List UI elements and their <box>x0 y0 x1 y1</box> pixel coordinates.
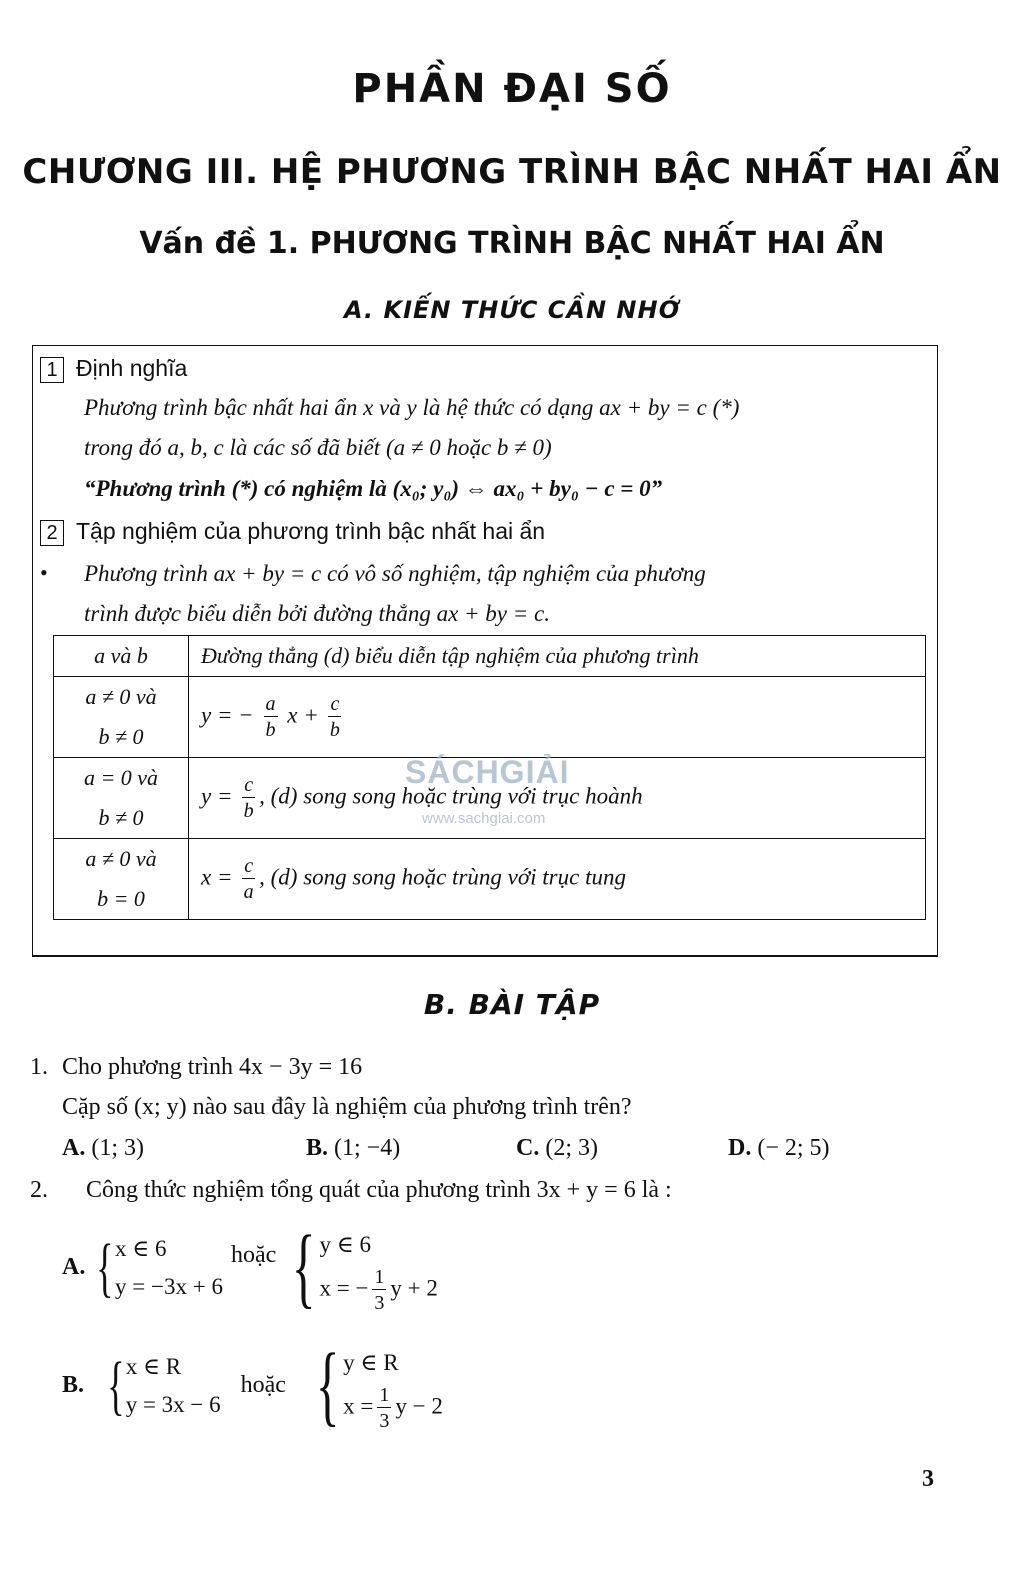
denominator: 3 <box>379 1409 390 1432</box>
fraction <box>242 775 255 821</box>
condition-line: a ≠ 0 và <box>85 684 157 709</box>
fraction <box>328 694 341 740</box>
solution-set-title: Tập nghiệm của phương trình bậc nhất hai ẩn <box>76 518 546 544</box>
line-formula-cell <box>189 677 926 758</box>
equation-system <box>319 1223 437 1313</box>
option-b[interactable] <box>306 1135 400 1162</box>
denominator: b <box>265 719 276 741</box>
equation-rhs: y − 2 <box>395 1392 443 1418</box>
option-d[interactable] <box>728 1135 830 1162</box>
option-value: (2; 3) <box>545 1135 598 1161</box>
equation-lhs: x = <box>343 1392 374 1418</box>
system-line <box>319 1267 437 1313</box>
section-a-heading: A. KIẾN THỨC CẦN NHỚ <box>344 296 680 324</box>
condition-cell <box>54 758 189 839</box>
system-line <box>343 1385 443 1431</box>
numerator: c <box>244 855 254 877</box>
left-brace: { <box>315 1335 340 1435</box>
denominator: b <box>243 800 254 822</box>
numerator: c <box>244 774 254 796</box>
formula-lhs: y = − <box>201 702 254 728</box>
system-line: y ∈ R <box>343 1349 399 1375</box>
chapter-title: CHƯƠNG III. HỆ PHƯƠNG TRÌNH BẬC NHẤT HAI ẨN <box>22 152 1002 192</box>
formula-note: , (d) song song hoặc trùng với trục tung <box>259 864 626 890</box>
item-number-2: 2 <box>40 520 64 546</box>
question-2-number: 2. <box>30 1177 48 1203</box>
question-1-text: Cho phương trình 4x − 3y = 16 <box>62 1054 363 1080</box>
solution-set-line-1: Phương trình ax + by = c có vô số nghiệm, tập nghiệm của phương <box>84 561 706 586</box>
denominator: b <box>329 719 340 741</box>
condition-cell <box>54 677 189 758</box>
solution-set-line-2: trình được biểu diễn bởi đường thẳng ax + by = c. <box>84 601 550 626</box>
condition-cell <box>54 839 189 920</box>
equation-system <box>343 1341 443 1431</box>
item-number-1: 1 <box>40 357 64 383</box>
question-2-text: Công thức nghiệm tổng quát của phương trình 3x + y = 6 là : <box>86 1177 672 1203</box>
table-row <box>54 839 926 920</box>
equation-lhs: x = − <box>319 1274 369 1300</box>
problem-title: Vấn đề 1. PHƯƠNG TRÌNH BẬC NHẤT HAI ẨN <box>139 226 885 261</box>
left-brace: { <box>96 1230 114 1304</box>
option-a[interactable] <box>62 1135 144 1162</box>
watermark-logo: SÁCHGIẢI <box>405 754 570 790</box>
numerator: 1 <box>379 1383 390 1406</box>
system-line: y = 3x − 6 <box>125 1391 221 1417</box>
definition-line-3: “Phương trình (*) có nghiệm là (x₀; y₀) ⇔ ax₀ + by₀ − c = 0” <box>84 476 663 501</box>
formula-note: , (d) song song hoặc trùng với trục hoành <box>259 783 643 809</box>
bullet: • <box>40 560 48 585</box>
definition-line-2: trong đó a, b, c là các số đã biết (a ≠ 0 hoặc b ≠ 0) <box>84 435 552 460</box>
question-1-number: 1. <box>30 1054 48 1080</box>
watermark-url: www.sachgiai.com <box>422 810 546 827</box>
option-label: A. <box>62 1254 86 1280</box>
option-label: D. <box>728 1135 752 1161</box>
formula-mid: x + <box>287 702 319 728</box>
condition-line: a = 0 và <box>83 765 159 790</box>
numerator: 1 <box>374 1265 385 1288</box>
fraction <box>377 1385 391 1431</box>
denominator: 3 <box>374 1291 385 1314</box>
left-brace: { <box>107 1348 125 1422</box>
numerator: a <box>265 693 276 715</box>
fraction <box>372 1267 386 1313</box>
table-header-line: Đường thẳng (d) biểu diễn tập nghiệm của phương trình <box>189 636 926 677</box>
item-1-header <box>40 355 187 383</box>
equation-system <box>115 1230 223 1306</box>
table-row <box>54 677 926 758</box>
option-label: A. <box>62 1135 86 1161</box>
denominator: a <box>243 881 254 903</box>
table-header-ab: a và b <box>54 636 189 677</box>
question-1-prompt: Cặp số (x; y) nào sau đây là nghiệm của phương trình trên? <box>62 1094 632 1120</box>
numerator: c <box>330 693 340 715</box>
system-line: y = −3x + 6 <box>115 1273 223 1299</box>
condition-line: a ≠ 0 và <box>85 846 157 871</box>
option-value: (1; −4) <box>334 1135 401 1161</box>
fraction <box>264 694 278 740</box>
or-text: hoặc <box>230 1242 277 1268</box>
condition-line: b ≠ 0 <box>98 805 144 830</box>
definition-title: Định nghĩa <box>76 355 188 381</box>
page-number: 3 <box>922 1466 934 1492</box>
table-header-row <box>54 636 926 677</box>
fraction <box>242 856 255 902</box>
equation-rhs: y + 2 <box>390 1274 438 1300</box>
formula-lhs: y = <box>201 783 233 809</box>
equation-system <box>126 1348 221 1424</box>
item-2-header <box>40 518 545 546</box>
part-title: PHẦN ĐẠI SỐ <box>352 66 672 112</box>
system-line: x ∈ R <box>125 1353 182 1379</box>
system-line: y ∈ 6 <box>319 1231 371 1257</box>
formula-lhs: x = <box>201 864 233 890</box>
condition-line: b ≠ 0 <box>98 724 144 749</box>
system-line: x ∈ 6 <box>115 1235 167 1261</box>
condition-line: b = 0 <box>97 886 145 911</box>
left-brace: { <box>291 1217 316 1317</box>
option-label: C. <box>516 1135 540 1161</box>
line-formula-cell <box>189 839 926 920</box>
option-value: (1; 3) <box>91 1135 144 1161</box>
option-c[interactable] <box>516 1135 598 1162</box>
option-2a[interactable] <box>62 1210 438 1325</box>
definition-line-1: Phương trình bậc nhất hai ẩn x và y là hệ thức có dạng ax + by = c (*) <box>84 395 740 420</box>
section-b-heading: B. BÀI TẬP <box>423 988 601 1021</box>
option-value: (− 2; 5) <box>757 1135 830 1161</box>
option-label: B. <box>306 1135 329 1161</box>
option-label: B. <box>62 1372 85 1398</box>
option-2b[interactable] <box>62 1328 443 1443</box>
or-text: hoặc <box>240 1372 286 1398</box>
